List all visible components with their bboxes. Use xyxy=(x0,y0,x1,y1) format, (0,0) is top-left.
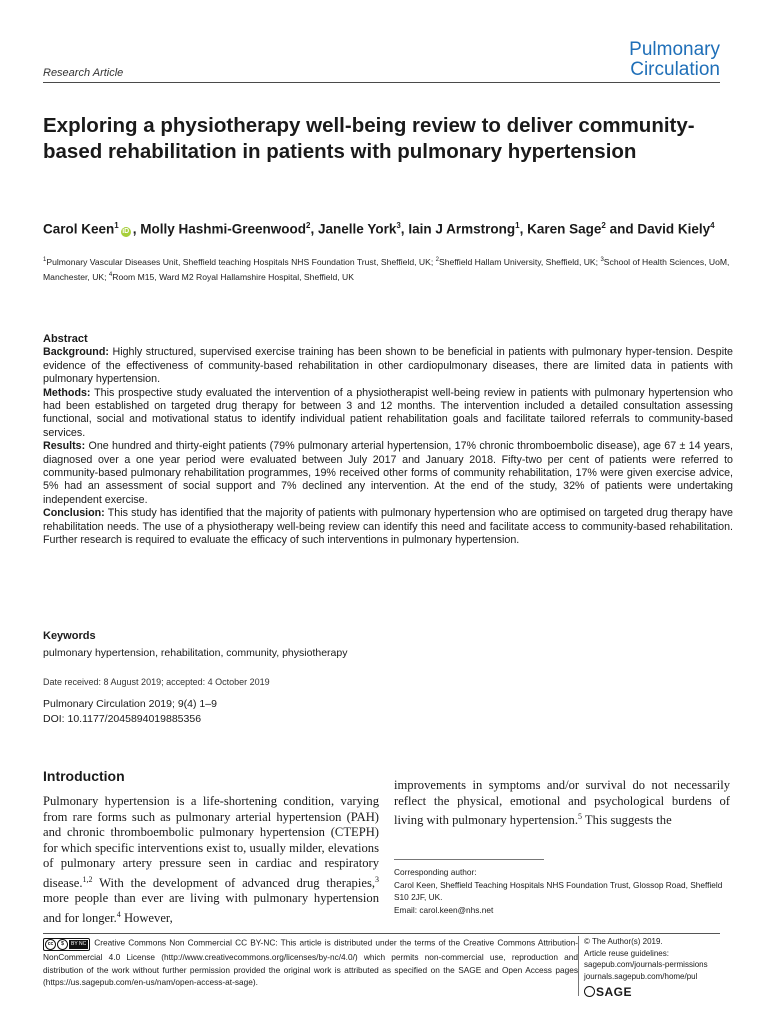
journal-logo-line2: Circulation xyxy=(630,59,720,80)
affiliation: School of Health Sciences, UoM, Manchester, UK; xyxy=(43,256,730,282)
affiliation: Pulmonary Vascular Diseases Unit, Sheffield teaching Hospitals NHS Foundation Trust, Sheffield, UK; xyxy=(46,256,436,267)
affil-marker: 1 xyxy=(43,257,47,263)
keywords-heading: Keywords xyxy=(43,630,96,642)
author-affil-marker: 2 xyxy=(601,221,606,230)
author-affil-marker: 1 xyxy=(515,221,520,230)
body-text: Pulmonary hypertension is a life-shortening condition, varying from rare forms such as pulmonary arterial hypertension (PAH) and chronic thromboembolic pulmonary hypertension (CTEPH) for which specific interventions exist to, usually milder, elevations of pulmonary artery pressure seen in cardiac and respiratory disease. xyxy=(43,794,379,890)
copyright: © The Author(s) 2019. xyxy=(584,937,663,946)
author-name[interactable]: Iain J Armstrong xyxy=(408,221,516,237)
article-type: Research Article xyxy=(43,67,124,79)
body-text: With the development of advanced drug therapies, xyxy=(92,875,375,890)
abstract-text: One hundred and thirty-eight patients (79% pulmonary arterial hypertension, 17% chronic thromboembolic disease), age 67 ± 14 years, diagnosed over a one year period were evaluated between July 2017 and January 2018. Fifty-two per cent of patients were referred to community-based pulmonary rehabilitation programmes, 19% received other forms of community rehabilitation, 17% were given exercise advice, 5% had an assessment of social support and 7% declined any intervention. At the end of the study, 32% of patients were undertaking independent exercise. xyxy=(43,440,733,506)
abstract-text: This study has identified that the majority of patients with pulmonary hypertension who are optimised on targeted drug therapy have rehabilitation needs. The use of a physiotherapy well-being review can identify this need and facilitate access to community-based rehabilitation. Further research is required to evaluate the efficacy of such interventions in pulmonary hypertension. xyxy=(43,507,733,547)
reference-marker[interactable]: 5 xyxy=(578,812,582,821)
sage-logo-icon xyxy=(584,986,595,997)
author-affil-marker: 1 xyxy=(114,221,119,230)
sage-logo xyxy=(584,985,632,999)
keywords-list: pulmonary hypertension, rehabilitation, community, physiotherapy xyxy=(43,647,348,659)
footer-rule xyxy=(43,933,720,934)
abstract-label: Methods: xyxy=(43,386,91,399)
license-text: Creative Commons Non Commercial CC BY-NC: This article is distributed under the terms of the Creative Commons Attribution-NonCommercial 4.0 License (http://www.creativecommons.org/licenses/by-nc/4.0/) which permits non-commercial use, reproduction and distribution of the work without further permission provided the original work is attributed as specified on the SAGE and Open Access pages (https://us.sagepub.com/en-us/nam/open-access-at-sage). xyxy=(43,937,578,987)
correspondence-block xyxy=(394,866,739,916)
body-text: This suggests the xyxy=(582,813,672,828)
body-text: improvements in symptoms and/or survival do not necessarily reflect the physical, emotional and psychological burdens of living with pulmonary hypertension. xyxy=(394,778,730,828)
reuse-link-permissions[interactable]: sagepub.com/journals-permissions xyxy=(584,960,708,969)
correspondence-label: Corresponding author: xyxy=(394,867,477,877)
received-accepted-dates: Date received: 8 August 2019; accepted: 4 October 2019 xyxy=(43,677,270,687)
doi-link[interactable]: DOI: 10.1177/2045894019885356 xyxy=(43,713,202,725)
correspondence-email[interactable]: Email: carol.keen@nhs.net xyxy=(394,904,494,915)
journal-citation: Pulmonary Circulation 2019; 9(4) 1–9 xyxy=(43,698,217,710)
author-name[interactable]: Molly Hashmi-Greenwood xyxy=(140,221,307,237)
author-affil-marker: 3 xyxy=(396,221,401,230)
affiliation: Room M15, Ward M2 Royal Hallamshire Hospital, Sheffield, UK xyxy=(112,271,354,282)
abstract-label: Conclusion: xyxy=(43,507,105,520)
abstract-text: This prospective study evaluated the intervention of a physiotherapist well-being review in patients with pulmonary hypertension who had been established on targeted drug therapy for between 3 and 12 months. The intervention included a detailed consultation assessing functional, social and motivational status to identify individual patient rehabilitation goals and facilitate tailored referrals to community-based services. xyxy=(43,386,733,439)
cc-by-nc-icon: cc $ BY NC xyxy=(43,936,90,951)
author-separator: , xyxy=(310,221,315,237)
author-name[interactable]: Carol Keen xyxy=(43,221,115,237)
abstract-results xyxy=(43,440,733,507)
publisher-info xyxy=(584,936,734,982)
abstract-background xyxy=(43,346,733,386)
abstract-methods xyxy=(43,387,733,441)
abstract-text: Highly structured, supervised exercise training has been shown to be beneficial in patients with pulmonary hyper-tension. Despite evidence of the effectiveness of community-based rehabilitation in other cardiopulmonary diseases, there are limited data in patients with pulmonary hypertension. xyxy=(43,346,733,386)
intro-paragraph-left xyxy=(43,794,379,926)
correspondence-rule xyxy=(394,859,544,860)
abstract-label: Results: xyxy=(43,440,86,453)
affil-marker: 2 xyxy=(435,257,439,263)
abstract-conclusion xyxy=(43,507,733,547)
author-separator: , xyxy=(519,221,524,237)
citation-block xyxy=(43,697,217,727)
correspondence-address: Carol Keen, Sheffield Teaching Hospitals NHS Foundation Trust, Glossop Road, Sheffield S10 2JF, UK. xyxy=(394,879,723,902)
reuse-link-journal[interactable]: journals.sagepub.com/home/pul xyxy=(584,971,698,981)
intro-paragraph-right xyxy=(394,778,730,829)
author-separator: , xyxy=(132,221,137,237)
license-notice xyxy=(43,936,578,989)
author-affil-marker: 2 xyxy=(306,221,311,230)
sage-logo-text: SAGE xyxy=(596,985,633,999)
author-name[interactable]: Karen Sage xyxy=(527,221,602,237)
author-separator: and xyxy=(605,221,634,237)
affiliation: Sheffield Hallam University, Sheffield, UK; xyxy=(439,256,601,267)
author-affil-marker: 4 xyxy=(710,221,715,230)
author-name[interactable]: Janelle York xyxy=(318,221,397,237)
reference-marker[interactable]: 1,2 xyxy=(82,874,93,884)
reference-marker[interactable]: 4 xyxy=(116,909,121,919)
abstract xyxy=(43,333,733,548)
article-title: Exploring a physiotherapy well-being review to deliver community-based rehabilitation in patients with pulmonary hypertension xyxy=(43,114,695,163)
affil-marker: 4 xyxy=(108,271,113,278)
section-heading-introduction: Introduction xyxy=(43,768,125,784)
author-separator: , xyxy=(400,221,405,237)
journal-logo xyxy=(600,40,720,80)
reference-marker[interactable]: 3 xyxy=(375,874,379,884)
header-rule xyxy=(43,82,720,83)
footer-divider xyxy=(578,936,579,996)
cc-logo-text: BY NC xyxy=(71,941,87,947)
body-text: However, xyxy=(120,910,173,925)
abstract-label: Background: xyxy=(43,346,109,359)
body-text: more people than ever are living with pulmonary hypertension and for longer. xyxy=(43,891,379,925)
abstract-heading: Abstract xyxy=(43,333,88,345)
journal-logo-line1: Pulmonary xyxy=(629,39,720,60)
affiliations xyxy=(43,254,733,284)
author-name[interactable]: David Kiely xyxy=(637,221,711,237)
orcid-icon[interactable]: iD xyxy=(122,227,130,235)
affil-marker: 3 xyxy=(600,257,604,263)
author-list xyxy=(43,216,733,239)
reuse-label: Article reuse guidelines: xyxy=(584,948,669,958)
